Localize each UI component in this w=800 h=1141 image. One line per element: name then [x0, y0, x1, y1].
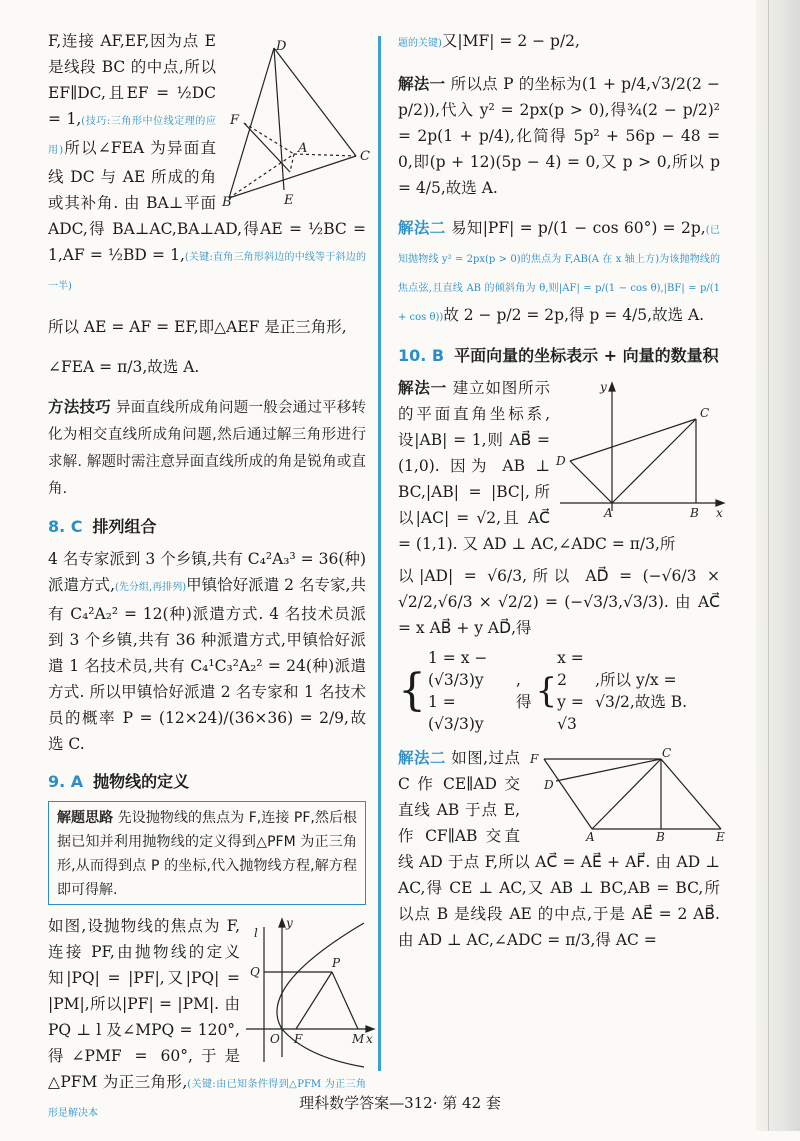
q9-text: 如图,设抛物线的焦点为 F,连接 PF,由抛物线的定义知|PQ| = |PF|,又|PQ| = |PM|,所以|PF| = |PM|. 由 PQ ⊥ l 及∠MPQ = 120°,得∠PMF = 60°,于是△PFM 为正三角形,(关键:由已知条件得到△PFM 为正三角形是解决本	[48, 917, 366, 1119]
solution-idea-label: 解题思路	[57, 810, 114, 826]
fig-label-y: y	[286, 916, 293, 930]
fig10b-label-d: D	[544, 778, 554, 792]
fig10-label-c: C	[700, 406, 710, 420]
q9-method-2-label: 解法二	[398, 219, 446, 237]
q9-method-1: 解法一 所以点 P 的坐标为(1 + p/4,√3/2(2 − p/2)),代入 y² = 2px(p > 0),得¾(2 − p/2)² = 2p(1 + p/4),化简得 5p² + 56p − 48 = 0,即(p + 12)(5p − 4) = 0,又 p > 0,所以 p = 4/5,故选 A.	[398, 75, 720, 197]
fig10-label-b: B	[690, 506, 699, 520]
fig-label-o: O	[270, 1032, 280, 1046]
q8-header	[48, 516, 366, 538]
solution-idea-text: 先设抛物线的焦点为 F,连接 PF,然后根据已知并利用抛物线的定义得到△PFM 为正三角形,从而得到点 P 的坐标,代入抛物线方程,解方程即可得解.	[57, 810, 357, 898]
q8-note: (先分组,再排列)	[115, 582, 187, 593]
fig-label-m: M	[352, 1032, 365, 1046]
fig-label-f2: F	[294, 1032, 303, 1046]
q9-method-1-label: 解法一	[398, 75, 446, 93]
fig10-label-d: D	[556, 454, 566, 468]
q9-number: 9. A	[48, 772, 84, 791]
q10-method-1-label: 解法一	[398, 379, 448, 397]
q9-header	[48, 771, 366, 793]
q10-method-1a: 解法一 建立如图所示的平面直角坐标系,设|AB| = 1,则 AB⃗ = (1,0). 因为 AB ⊥ BC,|AB| = |BC|,所以|AC| = √2,且 AC⃗ = (1,1). 又 AD ⊥ AC,∠ADC = π/3,所	[398, 379, 676, 553]
q10-method-2-label: 解法二	[398, 749, 446, 767]
q9-note-cont: 题的关键)	[398, 38, 442, 49]
fig10b-label-e: E	[716, 830, 725, 844]
system-end: ,所以 y/x = √3/2,故选 B.	[595, 671, 688, 711]
equation-system: { 1 = x − (√3/3)y 1 = (√3/3)y ,得 { x = 2 y = √3 ,所以 y/x = √3/2,故选 B.	[398, 647, 720, 735]
q8-topic: 排列组合	[92, 517, 157, 536]
fig-label-p: P	[332, 956, 341, 970]
system-eq-2: 1 = (√3/3)y	[428, 693, 484, 733]
fig-label-a: A	[298, 141, 308, 156]
q10-header	[398, 345, 720, 367]
fig10b-label-b: B	[656, 830, 665, 844]
system-eq-1: 1 = x − (√3/3)y	[428, 649, 488, 689]
fig10-label-y: y	[600, 380, 607, 394]
fig-label-l: l	[254, 926, 258, 940]
method-tip	[48, 394, 366, 502]
fig10-label-x: x	[716, 506, 723, 520]
q9-topic: 抛物线的定义	[93, 772, 190, 791]
parabola-figure	[246, 917, 376, 1067]
fig-label-b: B	[222, 195, 232, 210]
q10-method-2: 解法二 如图,过点 C 作 CE∥AD 交直线 AB 于点 E,作 CF∥AB 交直线 AD 于点 F,所以 AC⃗ = AE⃗ + AF⃗. 由 AD ⊥ AC,得 CE ⊥ AC,又 AB ⊥ BC,AB = BC,所以点 B 是线段 AE 的中点,于是 AE⃗ = 2 AB⃗. 由 AD ⊥ AC,∠ADC = π/3,得 AC =	[398, 749, 720, 949]
system-x: x = 2	[557, 649, 584, 689]
fig-label-f: F	[230, 113, 240, 128]
q8-text: 4 名专家派到 3 个乡镇,共有 C₄²A₃³ = 36(种)派遣方式,(先分组,再排列)甲镇恰好派遣 2 名专家,共有 C₄²A₂² = 12(种)派遣方式. 4 名技术员派到 3 个乡镇,共有 36 种派遣方式,甲镇恰好派遣 1 名技术员,共有 C₄¹C₃²A₂² = 24(种)派遣方式. 所以甲镇恰好派遣 2 名专家和 1 名技术员的概率 P = (12×24)/(36×36) = 2/9,故选 C.	[48, 550, 366, 753]
method-tip-text: 异面直线所成角问题一般会通过平移转化为相交直线所成角问题,然后通过解三角形进行求解. 解题时需注意异面直线所成的角是锐角或直角.	[48, 400, 366, 497]
fig10b-label-a: A	[586, 830, 595, 844]
construction-figure	[526, 746, 726, 844]
q7-note-1: (技巧:三角形中位线定理的应用)	[48, 116, 216, 156]
fig10b-label-c: C	[662, 746, 672, 760]
fig-label-d: D	[276, 39, 287, 54]
q7-text: F,连接 AF,EF,因为点 E 是线段 BC 的中点,所以 EF∥DC,且EF = ½DC = 1,(技巧:三角形中位线定理的应用)所以∠FEA 为异面直线 DC 与 AE 所成的角或其补角. 由 BA⊥平面 ADC,得 BA⊥AC,BA⊥AD,得AE = ½BC = 1,AF = ½BD = 1,(关键:直角三角形斜边的中线等于斜边的一半)	[48, 32, 366, 292]
system-mid: ,得	[516, 671, 532, 711]
fig-label-e: E	[284, 193, 294, 208]
solution-idea-box	[48, 801, 366, 905]
q10-topic: 平面向量的坐标表示 + 向量的数量积	[454, 346, 719, 365]
page-edge	[756, 0, 800, 1131]
q10-method-1b: 以|AD| = √6/3,所以 AD⃗ = (−√6/3 × √2/2,√6/3 × √2/2) = (−√3/3,√3/3). 由 AC⃗ = x AB⃗ + y AD⃗,得	[398, 567, 720, 637]
fig10b-label-f: F	[530, 752, 539, 766]
method-tip-label: 方法技巧	[48, 398, 111, 416]
q9-method-2: 解法二 易知|PF| = p/(1 − cos 60°) = 2p,(已知抛物线 y² = 2px(p > 0)的焦点为 F,AB(A 在 x 轴上方)为该抛物线的焦点弦,且直线 AB 的倾斜角为 θ,则|AF| = p/(1 − cos θ),|BF| = p/(1 + cos θ))故 2 − p/2 = 2p,得 p = 4/5,故选 A.	[398, 219, 720, 324]
system-y: y = √3	[557, 693, 584, 733]
q7-conclusion-2: ∠FEA = π/3,故选 A.	[48, 358, 200, 376]
q10-number: 10. B	[398, 346, 445, 365]
coordinate-figure	[556, 379, 726, 519]
fig-label-x: x	[366, 1032, 373, 1046]
right-column	[398, 28, 725, 967]
q9-continued: 题的关键)又|MF| = 2 − p/2,	[398, 32, 580, 50]
fig10-label-a: A	[604, 506, 613, 520]
column-divider	[378, 36, 381, 1071]
q9-method-2-note: (已知抛物线 y² = 2px(p > 0)的焦点为 F,AB(A 在 x 轴上方)为该抛物线的焦点弦,且直线 AB 的倾斜角为 θ,则|AF| = p/(1 − cos θ),|BF| = p/(1 + cos θ))	[398, 225, 720, 323]
fig-label-q: Q	[250, 965, 260, 979]
fig-label-c: C	[360, 149, 370, 164]
tetrahedron-figure	[224, 38, 374, 208]
q9-note: (关键:由已知条件得到△PFM 为正三角形是解决本	[48, 1079, 366, 1119]
page-footer: 理科数学答案—312· 第 42 套	[299, 1094, 501, 1112]
q7-note-2: (关键:直角三角形斜边的中线等于斜边的一半)	[48, 252, 366, 292]
left-column	[48, 28, 373, 1141]
q8-number: 8. C	[48, 517, 83, 536]
q7-conclusion-1: 所以 AE = AF = EF,即△AEF 是正三角形,	[48, 318, 347, 336]
